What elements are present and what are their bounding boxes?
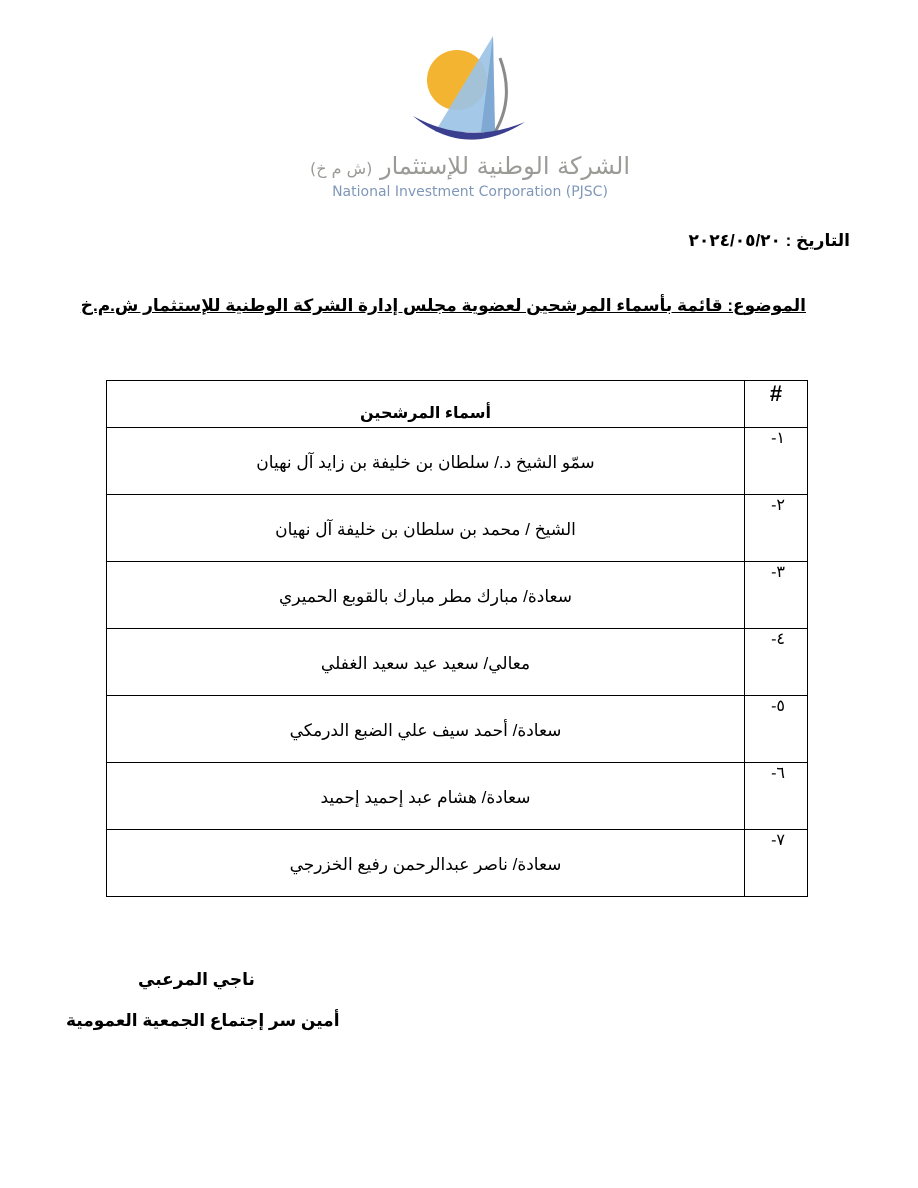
row-number: ٦- [745,763,808,830]
table-row [107,562,808,629]
candidate-name: سمّو الشيخ د./ سلطان بن خليفة بن زايد آل نهيان [107,428,745,495]
sailboat-logo-icon [395,28,545,153]
row-number: ٢- [745,495,808,562]
candidate-name: معالي/ سعيد عيد سعيد الغفلي [107,629,745,696]
row-number: ٥- [745,696,808,763]
company-logo [300,28,640,203]
candidate-name: سعادة/ أحمد سيف علي الضبع الدرمكي [107,696,745,763]
row-number: ٧- [745,830,808,897]
candidate-name: سعادة/ هشام عبد إحميد إحميد [107,763,745,830]
candidate-name: سعادة/ مبارك مطر مبارك بالقوبع الحميري [107,562,745,629]
document-subject: الموضوع: قائمة بأسماء المرشحين لعضوية مجلس إدارة الشركة الوطنية للإستثمار ش.م.خ [80,296,806,315]
column-header-number: # [745,381,808,428]
candidate-name: سعادة/ ناصر عبدالرحمن رفيع الخزرجي [107,830,745,897]
logo-arabic-name: الشركة الوطنية للإستثمار (ش م خ) [309,152,631,180]
row-number: ٤- [745,629,808,696]
candidates-table [106,380,808,897]
table-row [107,629,808,696]
candidate-name: الشيخ / محمد بن سلطان بن خليفة آل نهيان [107,495,745,562]
column-header-names: أسماء المرشحين [107,381,745,428]
document-date: التاريخ : ٢٠٢٤/٠٥/٢٠ [688,231,850,250]
row-number: ١- [745,428,808,495]
table-row [107,696,808,763]
row-number: ٣- [745,562,808,629]
table-row [107,830,808,897]
logo-english-name: National Investment Corporation (PJSC) [332,184,608,200]
signatory-title: أمين سر إجتماع الجمعية العمومية [66,1011,340,1030]
table-header-row [107,381,808,428]
table-row [107,428,808,495]
signatory-name: ناجي المرعبي [138,970,255,989]
table-row [107,495,808,562]
table-row [107,763,808,830]
